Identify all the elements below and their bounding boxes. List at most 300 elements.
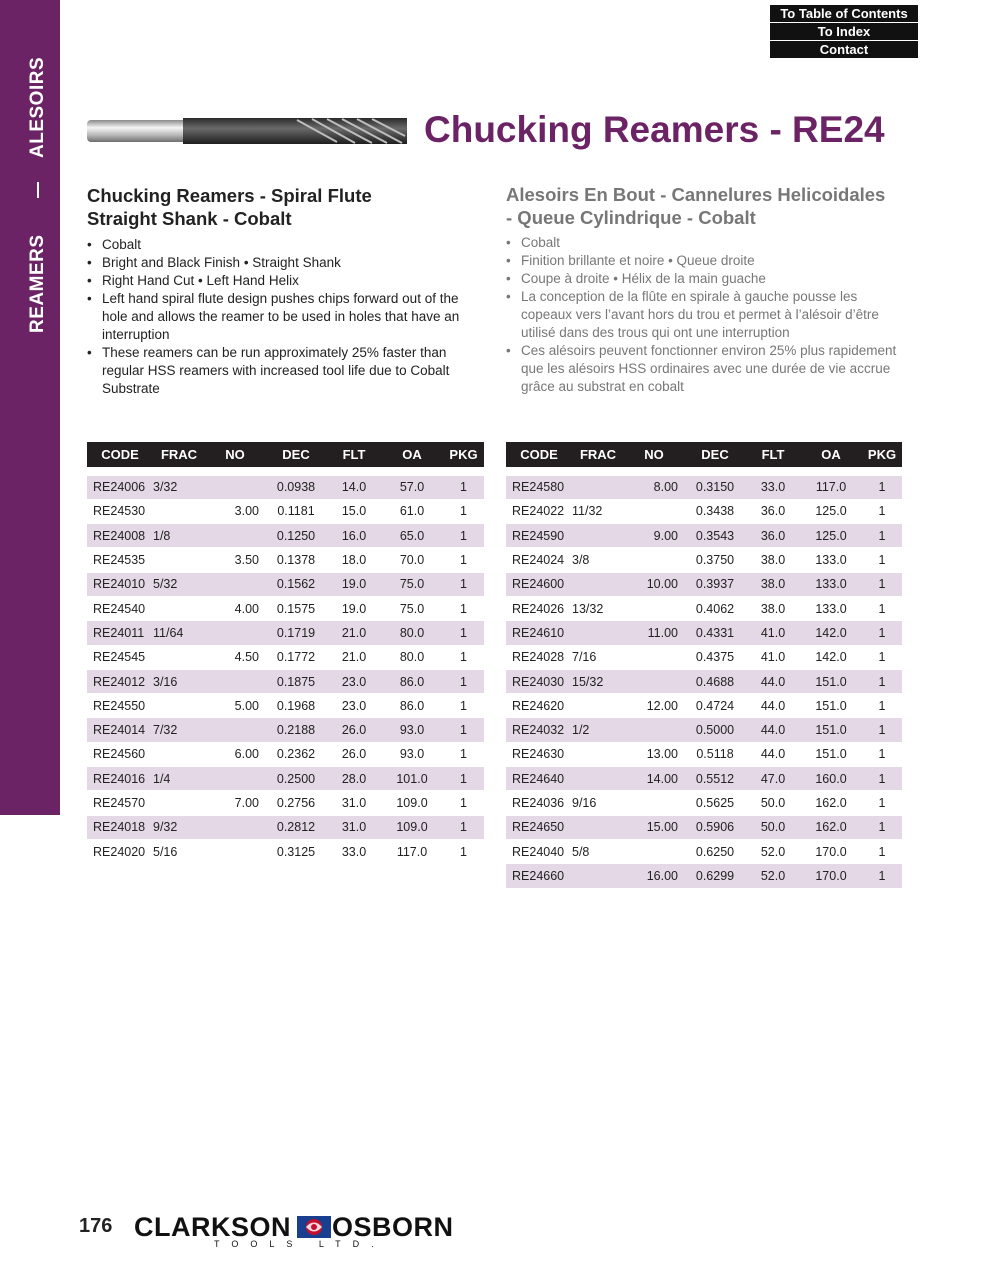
brand-name-right: OSBORN bbox=[332, 1212, 454, 1242]
cell-dec: 0.5906 bbox=[684, 815, 746, 839]
table-row bbox=[506, 548, 902, 572]
english-heading-line1: Chucking Reamers - Spiral Flute bbox=[87, 185, 372, 206]
table-spacer-row bbox=[87, 467, 484, 475]
cell-pkg: 1 bbox=[862, 669, 902, 693]
cell-dec: 0.1772 bbox=[265, 645, 327, 669]
cell-no: 7.00 bbox=[205, 791, 265, 815]
cell-flt: 23.0 bbox=[327, 669, 381, 693]
cell-oa: 86.0 bbox=[381, 669, 443, 693]
cell-pkg: 1 bbox=[862, 572, 902, 596]
english-feature-list bbox=[87, 236, 487, 398]
cell-oa: 170.0 bbox=[800, 839, 862, 863]
cell-frac: 9/16 bbox=[572, 791, 624, 815]
cell-code: RE24006 bbox=[87, 475, 153, 499]
column-header-dec: DEC bbox=[265, 442, 327, 467]
cell-dec: 0.1181 bbox=[265, 499, 327, 523]
table-row bbox=[87, 815, 484, 839]
cell-flt: 18.0 bbox=[327, 548, 381, 572]
table-row bbox=[506, 742, 902, 766]
cell-flt: 41.0 bbox=[746, 645, 800, 669]
cell-oa: 133.0 bbox=[800, 572, 862, 596]
cell-frac: 1/4 bbox=[153, 767, 205, 791]
cell-flt: 38.0 bbox=[746, 548, 800, 572]
cell-dec: 0.1875 bbox=[265, 669, 327, 693]
cell-code: RE24024 bbox=[506, 548, 572, 572]
cell-frac: 3/16 bbox=[153, 669, 205, 693]
list-item: • Cobalt bbox=[506, 234, 906, 252]
cell-frac: 11/32 bbox=[572, 499, 624, 523]
cell-frac bbox=[572, 621, 624, 645]
column-header-frac: FRAC bbox=[153, 442, 205, 467]
list-item: • Left hand spiral flute design pushes chips forward out of the hole and allows the reamer to be used in holes that have an interruption bbox=[87, 290, 487, 344]
french-heading-line2: - Queue Cylindrique - Cobalt bbox=[506, 207, 756, 228]
cell-pkg: 1 bbox=[862, 524, 902, 548]
cell-no bbox=[205, 572, 265, 596]
cell-oa: 65.0 bbox=[381, 524, 443, 548]
cell-frac bbox=[572, 572, 624, 596]
cell-frac: 3/32 bbox=[153, 475, 205, 499]
table-row bbox=[87, 767, 484, 791]
cell-oa: 162.0 bbox=[800, 815, 862, 839]
cell-frac: 15/32 bbox=[572, 669, 624, 693]
cell-pkg: 1 bbox=[443, 524, 484, 548]
cell-frac bbox=[572, 742, 624, 766]
cell-frac: 13/32 bbox=[572, 596, 624, 620]
cell-dec: 0.1562 bbox=[265, 572, 327, 596]
list-item: • Cobalt bbox=[87, 236, 487, 254]
cell-no bbox=[624, 839, 684, 863]
cell-frac: 11/64 bbox=[153, 621, 205, 645]
cell-code: RE24545 bbox=[87, 645, 153, 669]
cell-pkg: 1 bbox=[862, 694, 902, 718]
cell-code: RE24570 bbox=[87, 791, 153, 815]
column-header-pkg: PKG bbox=[443, 442, 484, 467]
cell-frac bbox=[153, 596, 205, 620]
cell-no: 3.00 bbox=[205, 499, 265, 523]
cell-dec: 0.3543 bbox=[684, 524, 746, 548]
cell-no: 14.00 bbox=[624, 767, 684, 791]
cell-dec: 0.4688 bbox=[684, 669, 746, 693]
cell-oa: 117.0 bbox=[381, 839, 443, 863]
cell-flt: 47.0 bbox=[746, 767, 800, 791]
page-number: 176 bbox=[79, 1215, 113, 1237]
cell-frac: 7/32 bbox=[153, 718, 205, 742]
cell-code: RE24660 bbox=[506, 864, 572, 888]
cell-code: RE24610 bbox=[506, 621, 572, 645]
cell-code: RE24540 bbox=[87, 596, 153, 620]
cell-oa: 142.0 bbox=[800, 645, 862, 669]
cell-flt: 28.0 bbox=[327, 767, 381, 791]
cell-oa: 86.0 bbox=[381, 694, 443, 718]
cell-code: RE24012 bbox=[87, 669, 153, 693]
cell-no: 8.00 bbox=[624, 475, 684, 499]
cell-oa: 101.0 bbox=[381, 767, 443, 791]
spec-table-right bbox=[506, 442, 902, 888]
cell-flt: 44.0 bbox=[746, 669, 800, 693]
cell-frac bbox=[153, 499, 205, 523]
cell-dec: 0.1968 bbox=[265, 694, 327, 718]
cell-dec: 0.3750 bbox=[684, 548, 746, 572]
cell-code: RE24022 bbox=[506, 499, 572, 523]
cell-frac: 3/8 bbox=[572, 548, 624, 572]
cell-pkg: 1 bbox=[862, 548, 902, 572]
cell-code: RE24036 bbox=[506, 791, 572, 815]
french-heading bbox=[506, 183, 916, 229]
cell-code: RE24010 bbox=[87, 572, 153, 596]
cell-code: RE24535 bbox=[87, 548, 153, 572]
cell-no: 5.00 bbox=[205, 694, 265, 718]
list-item: • Right Hand Cut • Left Hand Helix bbox=[87, 272, 487, 290]
cell-oa: 75.0 bbox=[381, 572, 443, 596]
table-of-contents-link[interactable]: To Table of Contents bbox=[770, 5, 918, 22]
cell-flt: 33.0 bbox=[327, 839, 381, 863]
table-row bbox=[506, 839, 902, 863]
cell-pkg: 1 bbox=[443, 548, 484, 572]
cell-no bbox=[205, 767, 265, 791]
cell-frac bbox=[153, 645, 205, 669]
cell-frac bbox=[572, 524, 624, 548]
cell-flt: 38.0 bbox=[746, 572, 800, 596]
cell-code: RE24011 bbox=[87, 621, 153, 645]
column-header-no: NO bbox=[624, 442, 684, 467]
brand-name-left: CLARKSON bbox=[134, 1212, 291, 1242]
table-row bbox=[506, 524, 902, 548]
cell-code: RE24560 bbox=[87, 742, 153, 766]
cell-no: 3.50 bbox=[205, 548, 265, 572]
cell-pkg: 1 bbox=[443, 815, 484, 839]
cell-pkg: 1 bbox=[443, 499, 484, 523]
cell-code: RE24530 bbox=[87, 499, 153, 523]
cell-pkg: 1 bbox=[443, 742, 484, 766]
cell-pkg: 1 bbox=[443, 767, 484, 791]
cell-no bbox=[205, 839, 265, 863]
table-row bbox=[506, 815, 902, 839]
cell-code: RE24580 bbox=[506, 475, 572, 499]
cell-flt: 33.0 bbox=[746, 475, 800, 499]
cell-pkg: 1 bbox=[862, 839, 902, 863]
table-row bbox=[87, 645, 484, 669]
table-row bbox=[87, 669, 484, 693]
side-separator bbox=[37, 182, 39, 198]
cell-code: RE24014 bbox=[87, 718, 153, 742]
cell-code: RE24650 bbox=[506, 815, 572, 839]
cell-flt: 26.0 bbox=[327, 718, 381, 742]
cell-pkg: 1 bbox=[862, 767, 902, 791]
cell-dec: 0.1378 bbox=[265, 548, 327, 572]
list-item: • Coupe à droite • Hélix de la main guache bbox=[506, 270, 906, 288]
cell-no bbox=[205, 718, 265, 742]
table-row bbox=[506, 645, 902, 669]
cell-pkg: 1 bbox=[862, 645, 902, 669]
cell-no bbox=[205, 621, 265, 645]
cell-flt: 52.0 bbox=[746, 839, 800, 863]
table-spacer-row bbox=[506, 467, 902, 475]
column-header-code: CODE bbox=[87, 442, 153, 467]
cell-dec: 0.3937 bbox=[684, 572, 746, 596]
cell-oa: 133.0 bbox=[800, 548, 862, 572]
table-row bbox=[506, 791, 902, 815]
cell-dec: 0.5512 bbox=[684, 767, 746, 791]
side-label-reamers: REAMERS bbox=[27, 234, 48, 333]
cell-oa: 125.0 bbox=[800, 499, 862, 523]
cell-dec: 0.4062 bbox=[684, 596, 746, 620]
cell-flt: 50.0 bbox=[746, 791, 800, 815]
spec-table-left bbox=[87, 442, 484, 864]
cell-frac: 5/16 bbox=[153, 839, 205, 863]
cell-flt: 52.0 bbox=[746, 864, 800, 888]
cell-frac bbox=[153, 742, 205, 766]
cell-pkg: 1 bbox=[443, 475, 484, 499]
cell-pkg: 1 bbox=[862, 475, 902, 499]
cell-code: RE24016 bbox=[87, 767, 153, 791]
cell-pkg: 1 bbox=[862, 791, 902, 815]
cell-flt: 44.0 bbox=[746, 718, 800, 742]
cell-code: RE24040 bbox=[506, 839, 572, 863]
cell-frac: 1/8 bbox=[153, 524, 205, 548]
column-header-frac: FRAC bbox=[572, 442, 624, 467]
cell-no: 6.00 bbox=[205, 742, 265, 766]
cell-flt: 41.0 bbox=[746, 621, 800, 645]
table-row bbox=[87, 694, 484, 718]
table-row bbox=[87, 596, 484, 620]
cell-flt: 36.0 bbox=[746, 524, 800, 548]
cell-oa: 117.0 bbox=[800, 475, 862, 499]
cell-frac: 1/2 bbox=[572, 718, 624, 742]
cell-pkg: 1 bbox=[443, 718, 484, 742]
cell-flt: 19.0 bbox=[327, 596, 381, 620]
cell-oa: 151.0 bbox=[800, 694, 862, 718]
table-row bbox=[506, 596, 902, 620]
cell-oa: 151.0 bbox=[800, 742, 862, 766]
cell-frac: 9/32 bbox=[153, 815, 205, 839]
cell-code: RE24550 bbox=[87, 694, 153, 718]
cell-flt: 36.0 bbox=[746, 499, 800, 523]
column-header-pkg: PKG bbox=[862, 442, 902, 467]
cell-frac bbox=[572, 815, 624, 839]
list-item: • These reamers can be run approximately 25% faster than regular HSS reamers with increased tool life due to Cobalt Substrate bbox=[87, 344, 487, 398]
cell-dec: 0.2500 bbox=[265, 767, 327, 791]
table-row bbox=[87, 839, 484, 863]
table-row bbox=[87, 742, 484, 766]
cell-dec: 0.5118 bbox=[684, 742, 746, 766]
cell-frac bbox=[153, 548, 205, 572]
cell-code: RE24028 bbox=[506, 645, 572, 669]
table-row bbox=[506, 864, 902, 888]
cell-pkg: 1 bbox=[443, 645, 484, 669]
cell-no: 9.00 bbox=[624, 524, 684, 548]
column-header-flt: FLT bbox=[327, 442, 381, 467]
column-header-oa: OA bbox=[800, 442, 862, 467]
cell-code: RE24590 bbox=[506, 524, 572, 548]
cell-pkg: 1 bbox=[443, 839, 484, 863]
cell-no bbox=[205, 524, 265, 548]
cell-code: RE24026 bbox=[506, 596, 572, 620]
cell-frac: 5/32 bbox=[153, 572, 205, 596]
table-row bbox=[87, 475, 484, 499]
cell-flt: 14.0 bbox=[327, 475, 381, 499]
spacer-cell bbox=[506, 467, 902, 475]
cell-pkg: 1 bbox=[862, 621, 902, 645]
page-title: Chucking Reamers - RE24 bbox=[424, 109, 885, 150]
cell-frac bbox=[572, 864, 624, 888]
cell-oa: 160.0 bbox=[800, 767, 862, 791]
table-row bbox=[87, 499, 484, 523]
cell-no: 13.00 bbox=[624, 742, 684, 766]
cell-dec: 0.1250 bbox=[265, 524, 327, 548]
cell-code: RE24008 bbox=[87, 524, 153, 548]
cell-dec: 0.3150 bbox=[684, 475, 746, 499]
cell-pkg: 1 bbox=[443, 669, 484, 693]
cell-no bbox=[624, 791, 684, 815]
cell-oa: 133.0 bbox=[800, 596, 862, 620]
cell-dec: 0.0938 bbox=[265, 475, 327, 499]
cell-oa: 151.0 bbox=[800, 669, 862, 693]
cell-code: RE24630 bbox=[506, 742, 572, 766]
cell-dec: 0.2756 bbox=[265, 791, 327, 815]
table-row bbox=[506, 767, 902, 791]
table-header-row bbox=[87, 442, 484, 467]
cell-flt: 15.0 bbox=[327, 499, 381, 523]
cell-oa: 170.0 bbox=[800, 864, 862, 888]
cell-frac: 5/8 bbox=[572, 839, 624, 863]
table-row bbox=[506, 694, 902, 718]
spacer-cell bbox=[87, 467, 484, 475]
cell-oa: 75.0 bbox=[381, 596, 443, 620]
cell-frac bbox=[572, 475, 624, 499]
cell-dec: 0.5625 bbox=[684, 791, 746, 815]
cell-no bbox=[205, 475, 265, 499]
cell-dec: 0.3125 bbox=[265, 839, 327, 863]
side-label-alesoirs: ALESOIRS bbox=[27, 56, 48, 158]
column-header-oa: OA bbox=[381, 442, 443, 467]
french-feature-list bbox=[506, 234, 906, 396]
table-row bbox=[506, 621, 902, 645]
cell-code: RE24620 bbox=[506, 694, 572, 718]
nav-links bbox=[770, 5, 918, 59]
table-row bbox=[506, 475, 902, 499]
cell-no bbox=[624, 718, 684, 742]
cell-pkg: 1 bbox=[443, 572, 484, 596]
cell-no: 4.00 bbox=[205, 596, 265, 620]
reamer-image bbox=[87, 112, 407, 148]
cell-oa: 142.0 bbox=[800, 621, 862, 645]
cell-flt: 26.0 bbox=[327, 742, 381, 766]
table-row bbox=[506, 669, 902, 693]
cell-flt: 38.0 bbox=[746, 596, 800, 620]
english-heading-line2: Straight Shank - Cobalt bbox=[87, 208, 292, 229]
cell-no bbox=[624, 645, 684, 669]
cell-no bbox=[205, 815, 265, 839]
cell-pkg: 1 bbox=[862, 864, 902, 888]
cell-no: 16.00 bbox=[624, 864, 684, 888]
cell-frac bbox=[153, 694, 205, 718]
table-row bbox=[87, 621, 484, 645]
cell-flt: 19.0 bbox=[327, 572, 381, 596]
cell-pkg: 1 bbox=[862, 718, 902, 742]
cell-pkg: 1 bbox=[862, 742, 902, 766]
cell-dec: 0.5000 bbox=[684, 718, 746, 742]
table-row bbox=[87, 572, 484, 596]
cell-flt: 31.0 bbox=[327, 791, 381, 815]
cell-flt: 21.0 bbox=[327, 645, 381, 669]
cell-pkg: 1 bbox=[443, 596, 484, 620]
cell-code: RE24018 bbox=[87, 815, 153, 839]
table-row bbox=[506, 718, 902, 742]
cell-code: RE24030 bbox=[506, 669, 572, 693]
cell-pkg: 1 bbox=[443, 621, 484, 645]
cell-no: 15.00 bbox=[624, 815, 684, 839]
cell-no: 11.00 bbox=[624, 621, 684, 645]
cell-no bbox=[205, 669, 265, 693]
cell-oa: 162.0 bbox=[800, 791, 862, 815]
index-link[interactable]: To Index bbox=[770, 23, 918, 40]
cell-flt: 21.0 bbox=[327, 621, 381, 645]
cell-code: RE24600 bbox=[506, 572, 572, 596]
cell-oa: 109.0 bbox=[381, 791, 443, 815]
cell-pkg: 1 bbox=[443, 791, 484, 815]
cell-flt: 31.0 bbox=[327, 815, 381, 839]
cell-oa: 80.0 bbox=[381, 621, 443, 645]
cell-dec: 0.6250 bbox=[684, 839, 746, 863]
cell-oa: 80.0 bbox=[381, 645, 443, 669]
cell-no bbox=[624, 596, 684, 620]
list-item: • La conception de la flûte en spirale à gauche pousse les copeaux vers l’avant hors du trou et permet à l’alésoir d’être utilisé dans des trous qui ont une interruption bbox=[506, 288, 906, 342]
table-row bbox=[87, 791, 484, 815]
cell-oa: 125.0 bbox=[800, 524, 862, 548]
cell-dec: 0.1575 bbox=[265, 596, 327, 620]
column-header-dec: DEC bbox=[684, 442, 746, 467]
cell-dec: 0.4724 bbox=[684, 694, 746, 718]
cell-oa: 93.0 bbox=[381, 742, 443, 766]
cell-no bbox=[624, 548, 684, 572]
brand-emblem-icon bbox=[297, 1216, 331, 1238]
french-heading-line1: Alesoirs En Bout - Cannelures Helicoidales bbox=[506, 184, 886, 205]
cell-dec: 0.6299 bbox=[684, 864, 746, 888]
cell-dec: 0.2188 bbox=[265, 718, 327, 742]
cell-oa: 57.0 bbox=[381, 475, 443, 499]
table-row bbox=[506, 572, 902, 596]
brand-tagline: TOOLS LTD. bbox=[214, 1239, 386, 1249]
list-item: • Bright and Black Finish • Straight Shank bbox=[87, 254, 487, 272]
cell-flt: 23.0 bbox=[327, 694, 381, 718]
cell-no: 12.00 bbox=[624, 694, 684, 718]
contact-link[interactable]: Contact bbox=[770, 41, 918, 58]
cell-pkg: 1 bbox=[443, 694, 484, 718]
cell-no: 10.00 bbox=[624, 572, 684, 596]
cell-pkg: 1 bbox=[862, 499, 902, 523]
brand-logo bbox=[134, 1212, 454, 1252]
cell-flt: 16.0 bbox=[327, 524, 381, 548]
cell-code: RE24032 bbox=[506, 718, 572, 742]
column-header-flt: FLT bbox=[746, 442, 800, 467]
cell-oa: 93.0 bbox=[381, 718, 443, 742]
cell-code: RE24020 bbox=[87, 839, 153, 863]
cell-frac bbox=[153, 791, 205, 815]
column-header-no: NO bbox=[205, 442, 265, 467]
cell-no bbox=[624, 669, 684, 693]
list-item: • Finition brillante et noire • Queue droite bbox=[506, 252, 906, 270]
english-heading bbox=[87, 184, 487, 230]
cell-pkg: 1 bbox=[862, 815, 902, 839]
cell-oa: 109.0 bbox=[381, 815, 443, 839]
cell-no bbox=[624, 499, 684, 523]
table-header-row bbox=[506, 442, 902, 467]
list-item: • Ces alésoirs peuvent fonctionner environ 25% plus rapidement que les alésoirs HSS ordinaires avec une durée de vie accrue grâce au substrat en cobalt bbox=[506, 342, 906, 396]
column-header-code: CODE bbox=[506, 442, 572, 467]
table-row bbox=[87, 718, 484, 742]
cell-flt: 50.0 bbox=[746, 815, 800, 839]
cell-dec: 0.2812 bbox=[265, 815, 327, 839]
